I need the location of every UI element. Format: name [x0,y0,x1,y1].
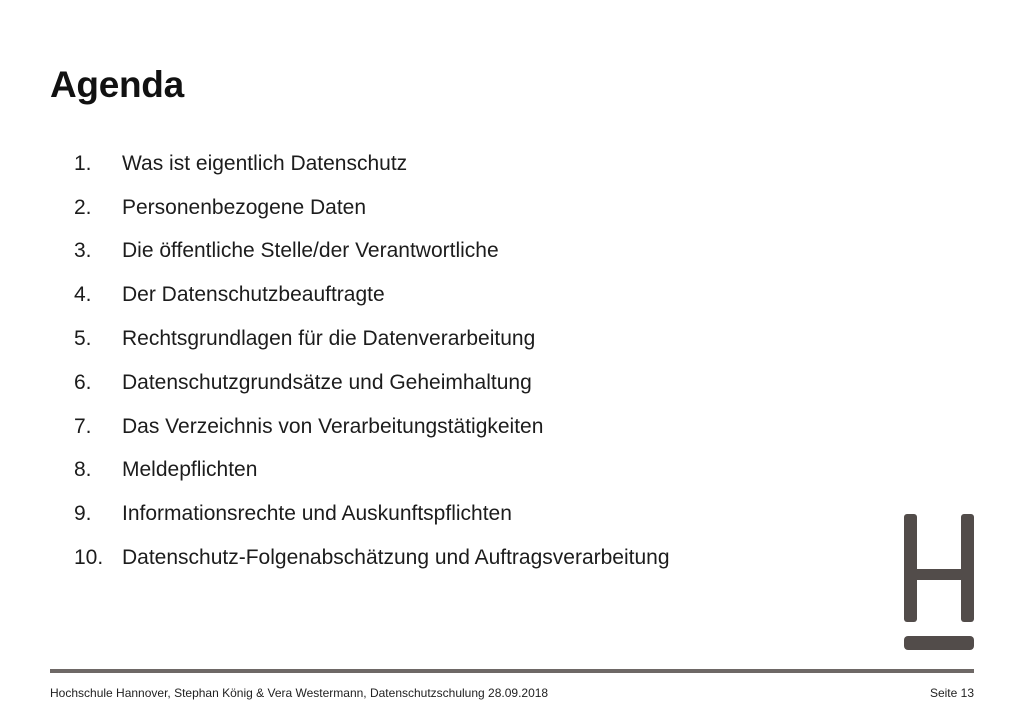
agenda-item-number: 9. [74,502,92,526]
agenda-item [74,361,670,405]
agenda-item-number: 4. [74,283,92,307]
agenda-item-number: 5. [74,327,92,351]
hochschule-h-logo-icon [904,514,974,652]
agenda-list [74,142,670,580]
logo-right-bar [961,514,974,622]
logo-underline-bar [904,636,974,650]
agenda-item-text: Personenbezogene Daten [122,195,367,219]
agenda-item [74,273,670,317]
agenda-item [74,317,670,361]
agenda-item-number: 2. [74,195,92,219]
agenda-item [74,449,670,493]
agenda-item-number: 3. [74,239,92,263]
agenda-item-number: 1. [74,151,92,175]
page-number: Seite 13 [929,686,974,700]
agenda-item-number: 8. [74,458,92,482]
footer-credits: Hochschule Hannover, Stephan König & Vera Westermann, Datenschutzschulung 28.09.2018 [50,686,549,700]
agenda-item-text: Der Datenschutzbeauftragte [122,283,385,307]
agenda-item-text: Informationsrechte und Auskunftspflichten [122,502,512,526]
agenda-item [74,186,670,230]
agenda-item-text: Datenschutz-Folgenabschätzung und Auftragsverarbeitung [122,546,670,570]
logo-crossbar [904,569,974,580]
agenda-item-text: Rechtsgrundlagen für die Datenverarbeitung [122,327,536,351]
logo-left-bar [904,514,917,622]
agenda-item-number: 10. [74,546,104,570]
agenda-item [74,492,670,536]
slide-title: Agenda [50,64,184,105]
agenda-item-number: 6. [74,370,92,394]
footer-divider [50,669,974,673]
agenda-item [74,230,670,274]
agenda-item-text: Die öffentliche Stelle/der Verantwortliche [122,239,499,263]
agenda-item [74,405,670,449]
agenda-item-text: Das Verzeichnis von Verarbeitungstätigkeiten [122,414,544,438]
agenda-item-text: Meldepflichten [122,458,258,482]
agenda-item [74,536,670,580]
agenda-item-text: Was ist eigentlich Datenschutz [122,151,408,175]
agenda-item-text: Datenschutzgrundsätze und Geheimhaltung [122,370,532,394]
agenda-item-number: 7. [74,414,92,438]
agenda-item [74,142,670,186]
